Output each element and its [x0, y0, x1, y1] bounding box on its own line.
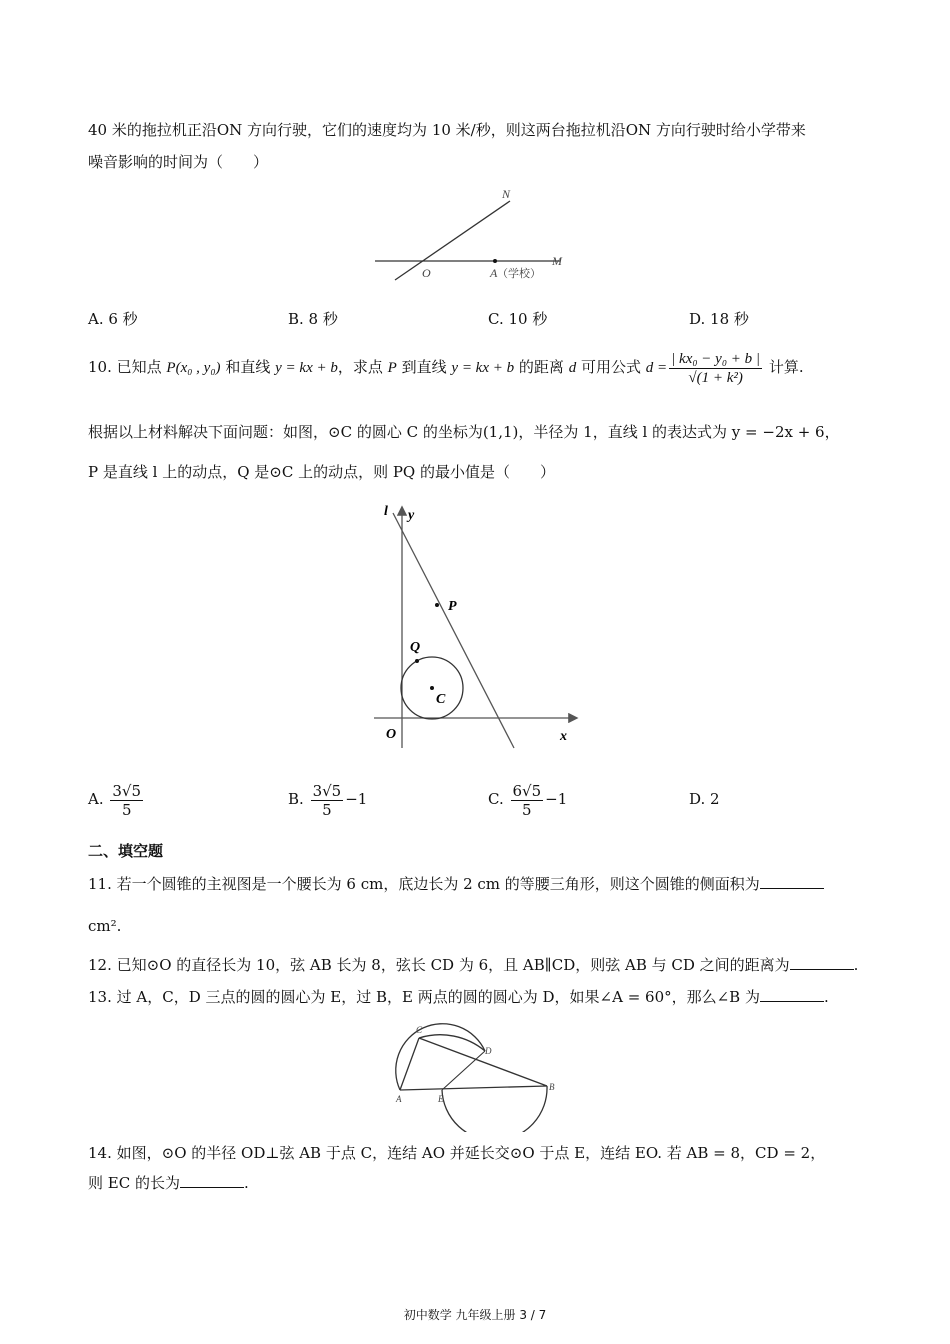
q10-formula-num: | kx₀ − y₀ + b | — [671, 350, 761, 367]
q10-option-a — [88, 779, 145, 819]
q10-formula-den: √(1 + k²) — [688, 369, 743, 386]
q14-blank — [180, 1173, 244, 1188]
label-l: l — [384, 504, 388, 519]
q12-line — [88, 955, 858, 975]
q11-text: 11. 若一个圆锥的主视图是一个腰长为 6 cm，底边长为 2 cm 的等腰三角形，则这个圆锥的侧面积为 — [88, 875, 760, 893]
section-title: 二、填空题 — [88, 843, 164, 860]
q12-text: 12. 已知⊙O 的直径长为 10，弦 AB 长为 8，弦长 CD 为 6，且 AB∥CD，则弦 AB 与 CD 之间的距离为 — [88, 956, 790, 974]
q10-opt-a-den: 5 — [121, 800, 132, 819]
q10-opt-a-label: A. — [88, 790, 104, 808]
q10-formula-lhs: d = — [645, 360, 668, 376]
point-p — [435, 603, 439, 607]
label-a: A — [396, 1094, 402, 1104]
q10-p: P — [387, 360, 397, 376]
label-d: D — [485, 1046, 492, 1056]
label-x: x — [560, 729, 567, 744]
q11-line1 — [88, 874, 824, 894]
q11-line2: cm². — [88, 917, 122, 935]
q10-opt-c-tail: −1 — [545, 790, 568, 808]
q9-line2: 噪音影响的时间为（ ） — [88, 153, 269, 171]
point-a — [493, 259, 497, 263]
arc-eb — [442, 1086, 547, 1132]
seg-cb — [419, 1038, 547, 1086]
q10-intro-e: 的距离 — [518, 358, 564, 376]
q10-opt-b-den: 5 — [322, 800, 332, 819]
q13-text: 13. 过 A，C，D 三点的圆的圆心为 E，过 B，E 两点的圆的圆心为 D，如果∠A = 60°，那么∠B 为 — [88, 988, 760, 1006]
q14-text: 则 EC 的长为 — [88, 1174, 180, 1192]
seg-ed — [442, 1051, 485, 1090]
q14-end: . — [243, 1174, 249, 1192]
q10-opt-b-num: 3√5 — [312, 781, 342, 800]
q10-line3: P 是直线 l 上的动点，Q 是⊙C 上的动点，则 PQ 的最小值是（ ） — [88, 463, 556, 481]
q10-option-c — [488, 779, 567, 819]
line-l — [393, 513, 514, 748]
label-y: y — [408, 508, 415, 523]
q10-opt-b-tail: −1 — [345, 790, 368, 808]
q13-end: . — [823, 988, 829, 1006]
q10-opt-c-den: 5 — [522, 800, 532, 819]
label-c: C — [416, 1025, 423, 1035]
label-b: B — [549, 1082, 555, 1092]
q10-option-b — [288, 779, 367, 819]
q10-option-d: D. 2 — [689, 790, 720, 808]
label-a: A — [490, 266, 498, 280]
q10-line2: 根据以上材料解决下面问题：如图，⊙C 的圆心 C 的坐标为(1,1)，半径为 1，直线 l 的表达式为 y = −2x + 6， — [88, 423, 840, 441]
q10-line1 — [88, 347, 804, 388]
label-q: Q — [410, 640, 421, 655]
q10-opt-b-label: B. — [288, 790, 304, 808]
q10-formula — [669, 350, 762, 387]
q10-intro-b: 和直线 — [225, 358, 271, 376]
label-c: C — [436, 692, 446, 707]
q9-option-b: B. 8 秒 — [288, 310, 338, 328]
label-school: （学校） — [497, 268, 541, 280]
q9-option-a: A. 6 秒 — [88, 310, 138, 328]
q9-figure — [370, 184, 580, 284]
q13-blank — [760, 987, 824, 1002]
q10-intro-d: 到直线 — [401, 358, 447, 376]
q13-line — [88, 987, 829, 1007]
seg-ab — [400, 1086, 547, 1090]
q10-intro-f: 可用公式 — [580, 358, 641, 376]
q10-point: P(x₀ , y₀) — [166, 360, 221, 376]
q10-opt-c-label: C. — [488, 790, 504, 808]
q10-intro-c: ，求点 — [337, 358, 383, 376]
q10-opt-a-frac — [110, 782, 143, 819]
q12-blank — [790, 955, 854, 970]
label-o: O — [386, 727, 397, 742]
label-p: P — [448, 599, 457, 614]
q10-opt-b-frac — [311, 782, 344, 819]
q11-blank — [760, 874, 824, 889]
q10-intro-a: 10. 已知点 — [88, 358, 162, 376]
q13-figure — [392, 1020, 567, 1132]
label-m: M — [552, 254, 562, 268]
q10-opt-a-num: 3√5 — [112, 781, 142, 800]
label-e: E — [438, 1094, 444, 1104]
point-c — [430, 686, 434, 690]
label-n: N — [502, 187, 511, 201]
q9-line1: 40 米的拖拉机正沿ON 方向行驶，它们的速度均为 10 米/秒，则这两台拖拉机沿ON 方向行驶时给小学带来 — [88, 121, 806, 139]
q9-option-c: C. 10 秒 — [488, 310, 548, 328]
q10-d: d — [568, 360, 577, 376]
q10-opt-c-frac — [511, 782, 544, 819]
q10-intro-g: 计算. — [768, 358, 804, 376]
q10-figure — [368, 498, 588, 758]
q12-end: . — [853, 956, 859, 974]
point-q — [415, 659, 419, 663]
q10-line-eq-2: y = kx + b — [451, 360, 515, 376]
q9-option-d: D. 18 秒 — [689, 310, 749, 328]
q10-opt-c-num: 6√5 — [512, 781, 542, 800]
page-footer: 初中数学 九年级上册 3 / 7 — [403, 1308, 547, 1322]
q14-line2 — [88, 1173, 249, 1193]
q10-line-eq: y = kx + b — [275, 360, 338, 376]
q14-line1: 14. 如图，⊙O 的半径 OD⊥弦 AB 于点 C，连结 AO 并延长交⊙O 于点 E，连结 EO. 若 AB = 8，CD = 2， — [88, 1144, 826, 1162]
arc-acd — [396, 1024, 485, 1090]
label-o: O — [422, 266, 431, 280]
